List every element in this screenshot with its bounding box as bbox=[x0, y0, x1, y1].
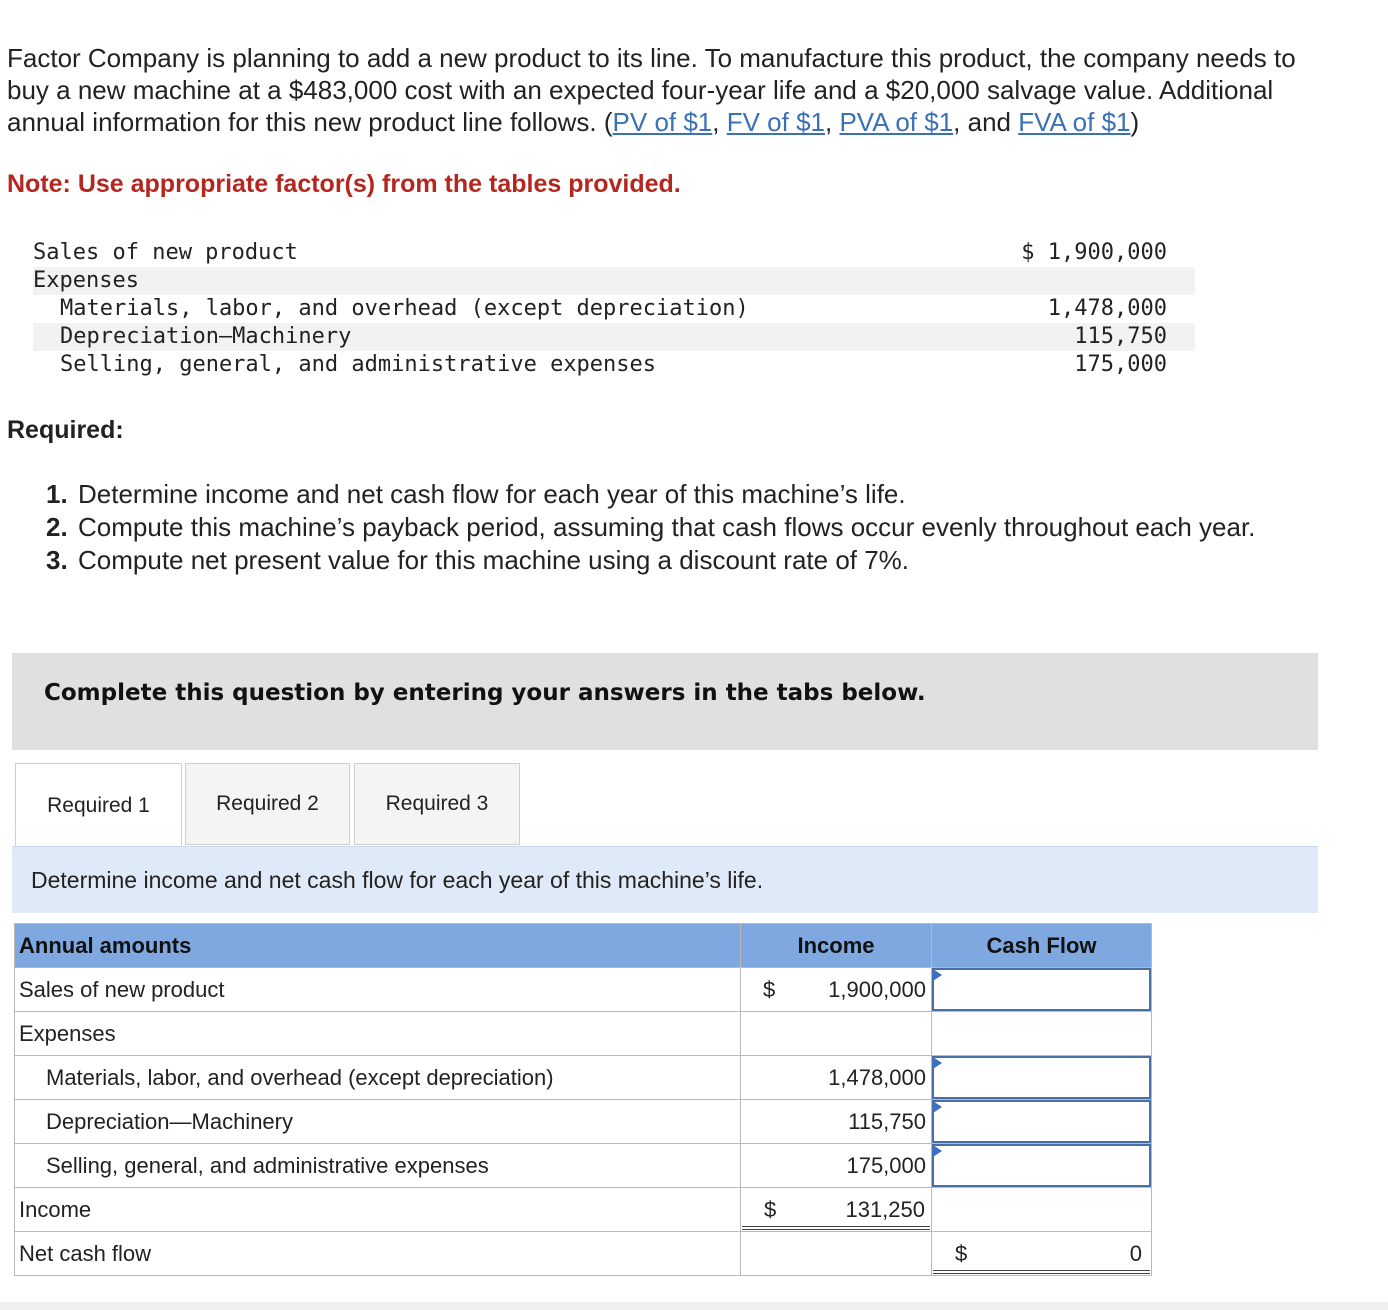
complete-prompt: Complete this question by entering your answers in the tabs below. bbox=[44, 680, 926, 706]
net-cash-flow-total-cell: $ 0 bbox=[932, 1232, 1152, 1276]
cash-flow-sga-input[interactable] bbox=[932, 1144, 1152, 1188]
header-cash-flow: Cash Flow bbox=[932, 924, 1152, 968]
row-label: Materials, labor, and overhead (except depreciation) bbox=[15, 1056, 741, 1100]
income-cell: 175,000 bbox=[741, 1144, 932, 1188]
row-label: Expenses bbox=[15, 1012, 741, 1056]
required-heading: Required: bbox=[7, 416, 124, 444]
input-box[interactable] bbox=[932, 1056, 1151, 1099]
cash-flow-depreciation-input[interactable] bbox=[932, 1100, 1152, 1144]
income-cell: 115,750 bbox=[741, 1100, 932, 1144]
table-row bbox=[15, 1100, 1152, 1144]
cash-flow-sales-input[interactable] bbox=[932, 968, 1152, 1012]
dropdown-marker-icon bbox=[933, 1101, 942, 1113]
given-row: Sales of new product $ 1,900,000 bbox=[33, 240, 1167, 265]
tab-required-1[interactable]: Required 1 bbox=[15, 763, 182, 847]
table-row bbox=[15, 1144, 1152, 1188]
fv-table-link[interactable]: FV of $1 bbox=[726, 107, 825, 137]
required-item: 1. Determine income and net cash flow for each year of this machine’s life. bbox=[46, 479, 906, 509]
row-label: Income bbox=[15, 1188, 741, 1232]
cash-flow-cell bbox=[932, 1012, 1152, 1056]
given-row: Expenses bbox=[33, 267, 1195, 295]
row-label: Depreciation—Machinery bbox=[15, 1100, 741, 1144]
input-box[interactable] bbox=[932, 1144, 1151, 1187]
header-annual-amounts: Annual amounts bbox=[15, 924, 741, 968]
dropdown-marker-icon bbox=[933, 1057, 942, 1069]
table-row bbox=[15, 1012, 1152, 1056]
pv-table-link[interactable]: PV of $1 bbox=[612, 107, 713, 137]
tab-required-3[interactable]: Required 3 bbox=[354, 763, 520, 845]
income-cell bbox=[741, 1012, 932, 1056]
table-row bbox=[15, 968, 1152, 1012]
table-header-row bbox=[15, 924, 1152, 968]
fva-table-link[interactable]: FVA of $1 bbox=[1018, 107, 1131, 137]
given-row: Materials, labor, and overhead (except depreciation) 1,478,000 bbox=[60, 296, 1167, 321]
input-box[interactable] bbox=[932, 968, 1151, 1011]
cash-flow-materials-input[interactable] bbox=[932, 1056, 1152, 1100]
cash-flow-cell bbox=[932, 1188, 1152, 1232]
row-label: Net cash flow bbox=[15, 1232, 741, 1276]
header-income: Income bbox=[741, 924, 932, 968]
row-label: Sales of new product bbox=[15, 968, 741, 1012]
income-total-cell: $ 131,250 bbox=[741, 1188, 932, 1232]
table-row bbox=[15, 1232, 1152, 1276]
problem-statement: Factor Company is planning to add a new product to its line. To manufacture this product, the company needs to buy a new machine at a $483,000 cost with an expected four-year life and a $20,000 salvage value. Additional annual information for this new product line follows. (PV of $1, FV of $1, PVA of $1, and FVA of $1) bbox=[7, 43, 1296, 137]
income-cell bbox=[741, 1232, 932, 1276]
table-row bbox=[15, 1188, 1152, 1232]
given-data-block bbox=[33, 239, 1195, 379]
required-item: 3. Compute net present value for this machine using a discount rate of 7%. bbox=[46, 545, 910, 575]
factor-note: Note: Use appropriate factor(s) from the tables provided. bbox=[7, 170, 681, 198]
income-cell: 1,478,000 bbox=[741, 1056, 932, 1100]
required-item: 2. Compute this machine’s payback period, assuming that cash flows occur evenly throughout each year. bbox=[46, 512, 1256, 542]
tab-instruction: Determine income and net cash flow for each year of this machine’s life. bbox=[12, 846, 1318, 913]
bottom-divider bbox=[0, 1302, 1388, 1310]
dropdown-marker-icon bbox=[933, 1145, 942, 1157]
given-row: Selling, general, and administrative expenses 175,000 bbox=[60, 352, 1167, 377]
required-list bbox=[46, 478, 1336, 577]
tab-required-2[interactable]: Required 2 bbox=[185, 763, 350, 845]
given-row: Depreciation—Machinery 115,750 bbox=[33, 323, 1195, 351]
pva-table-link[interactable]: PVA of $1 bbox=[839, 107, 954, 137]
input-box[interactable] bbox=[932, 1100, 1151, 1143]
income-cell: $ 1,900,000 bbox=[741, 968, 932, 1012]
income-cashflow-table bbox=[14, 923, 1152, 1276]
complete-prompt-box bbox=[12, 653, 1318, 750]
row-label: Selling, general, and administrative expenses bbox=[15, 1144, 741, 1188]
dropdown-marker-icon bbox=[933, 969, 942, 981]
table-row bbox=[15, 1056, 1152, 1100]
